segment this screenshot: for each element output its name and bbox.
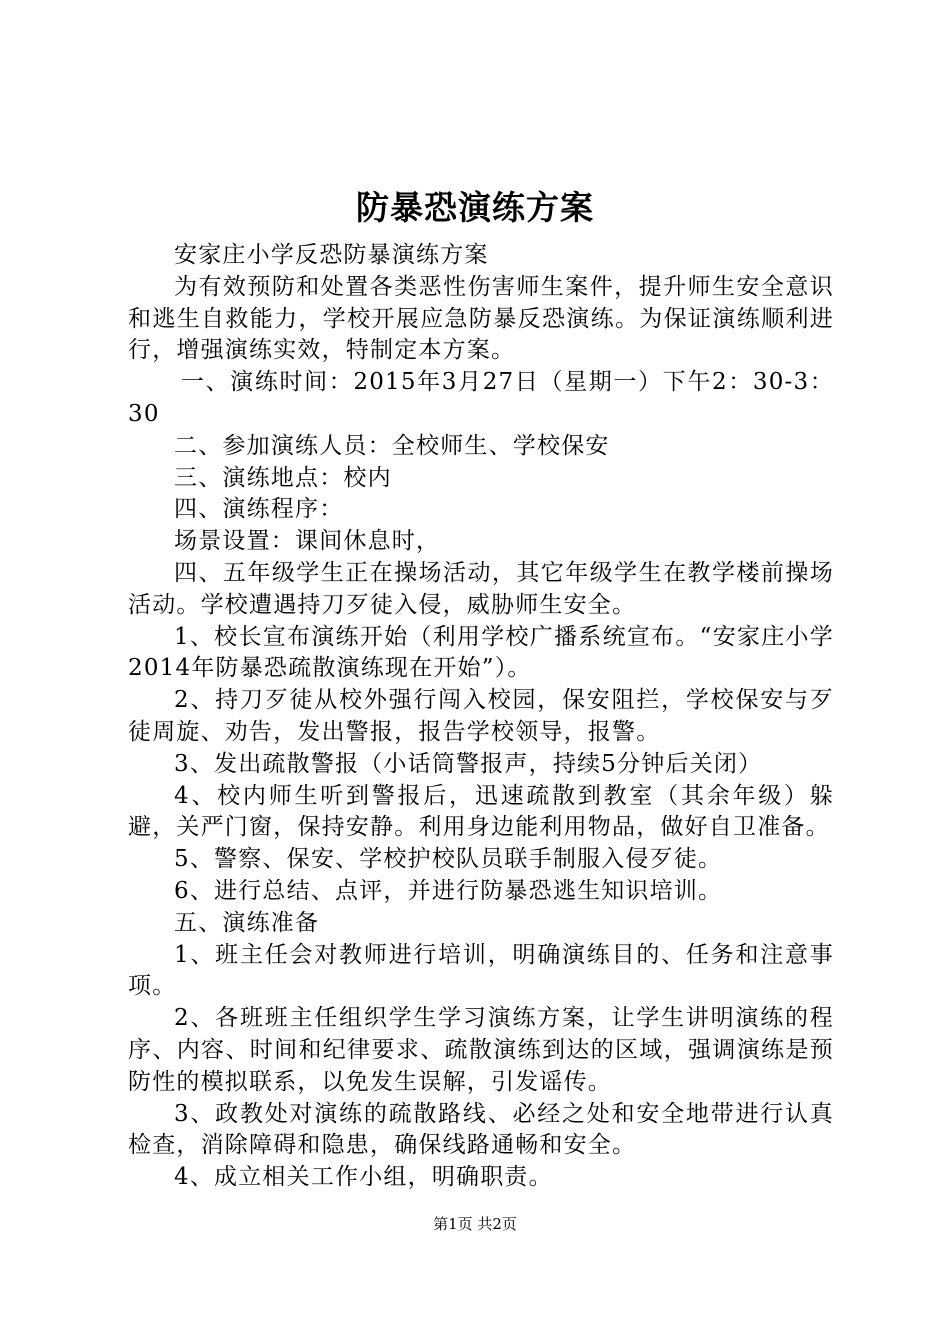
paragraph: 二、参加演练人员：全校师生、学校保安 [174, 432, 610, 459]
paragraph: 2、各班班主任组织学生学习演练方案，让学生讲明演练的程序、内容、时间和纪律要求、疏散演练到达的区域，强调演练是预防性的模拟联系，以免发生误解，引发谣传。 [128, 1005, 834, 1095]
paragraph: 五、演练准备 [174, 909, 320, 936]
paragraph: 四、五年级学生正在操场活动，其它年级学生在教学楼前操场活动。学校遭遇持刀歹徒入侵，威胁师生安全。 [128, 559, 834, 618]
paragraph: 四、演练程序： [174, 496, 344, 523]
paragraph: 5、警察、保安、学校护校队员联手制服入侵歹徒。 [174, 846, 723, 873]
paragraph: 一、演练时间：2015年3月27日（星期一）下午2：30-3：30 [128, 369, 834, 427]
paragraph: 4、校内师生听到警报后，迅速疏散到教室（其余年级）躲避，关严门窗，保持安静。利用身边能利用物品，做好自卫准备。 [128, 782, 834, 841]
paragraph: 6、进行总结、点评，并进行防暴恐逃生知识培训。 [174, 877, 723, 904]
paragraph: 3、政教处对演练的疏散路线、必经之处和安全地带进行认真检查，消除障碍和隐患，确保线路通畅和安全。 [128, 1100, 834, 1159]
paragraph: 场景设置：课间休息时， [174, 528, 441, 555]
paragraph: 4、成立相关工作小组，明确职责。 [174, 1164, 553, 1191]
paragraph: 三、演练地点：校内 [174, 464, 392, 491]
paragraph: 3、发出疏散警报（小话筒警报声，持续5分钟后关闭） [174, 750, 763, 777]
paragraph: 2、持刀歹徒从校外强行闯入校园，保安阻拦，学校保安与歹徒周旋、劝告，发出警报，报告学校领导，报警。 [128, 687, 834, 745]
document-body [128, 240, 834, 1194]
paragraph: 为有效预防和处置各类恶性伤害师生案件，提升师生安全意识和逃生自救能力，学校开展应急防暴反恐演练。为保证演练顺利进行，增强演练实效，特制定本方案。 [128, 273, 834, 364]
paragraph: 1、校长宣布演练开始（利用学校广播系统宣布。“安家庄小学2014年防暴恐疏散演练现在开始”）。 [128, 623, 834, 682]
document-title: 防暴恐演练方案 [356, 188, 594, 227]
paragraph: 安家庄小学反恐防暴演练方案 [174, 242, 489, 268]
paragraph: 1、班主任会对教师进行培训，明确演练目的、任务和注意事项。 [128, 941, 834, 1000]
page-footer: 第1页 共2页 [433, 1215, 517, 1233]
